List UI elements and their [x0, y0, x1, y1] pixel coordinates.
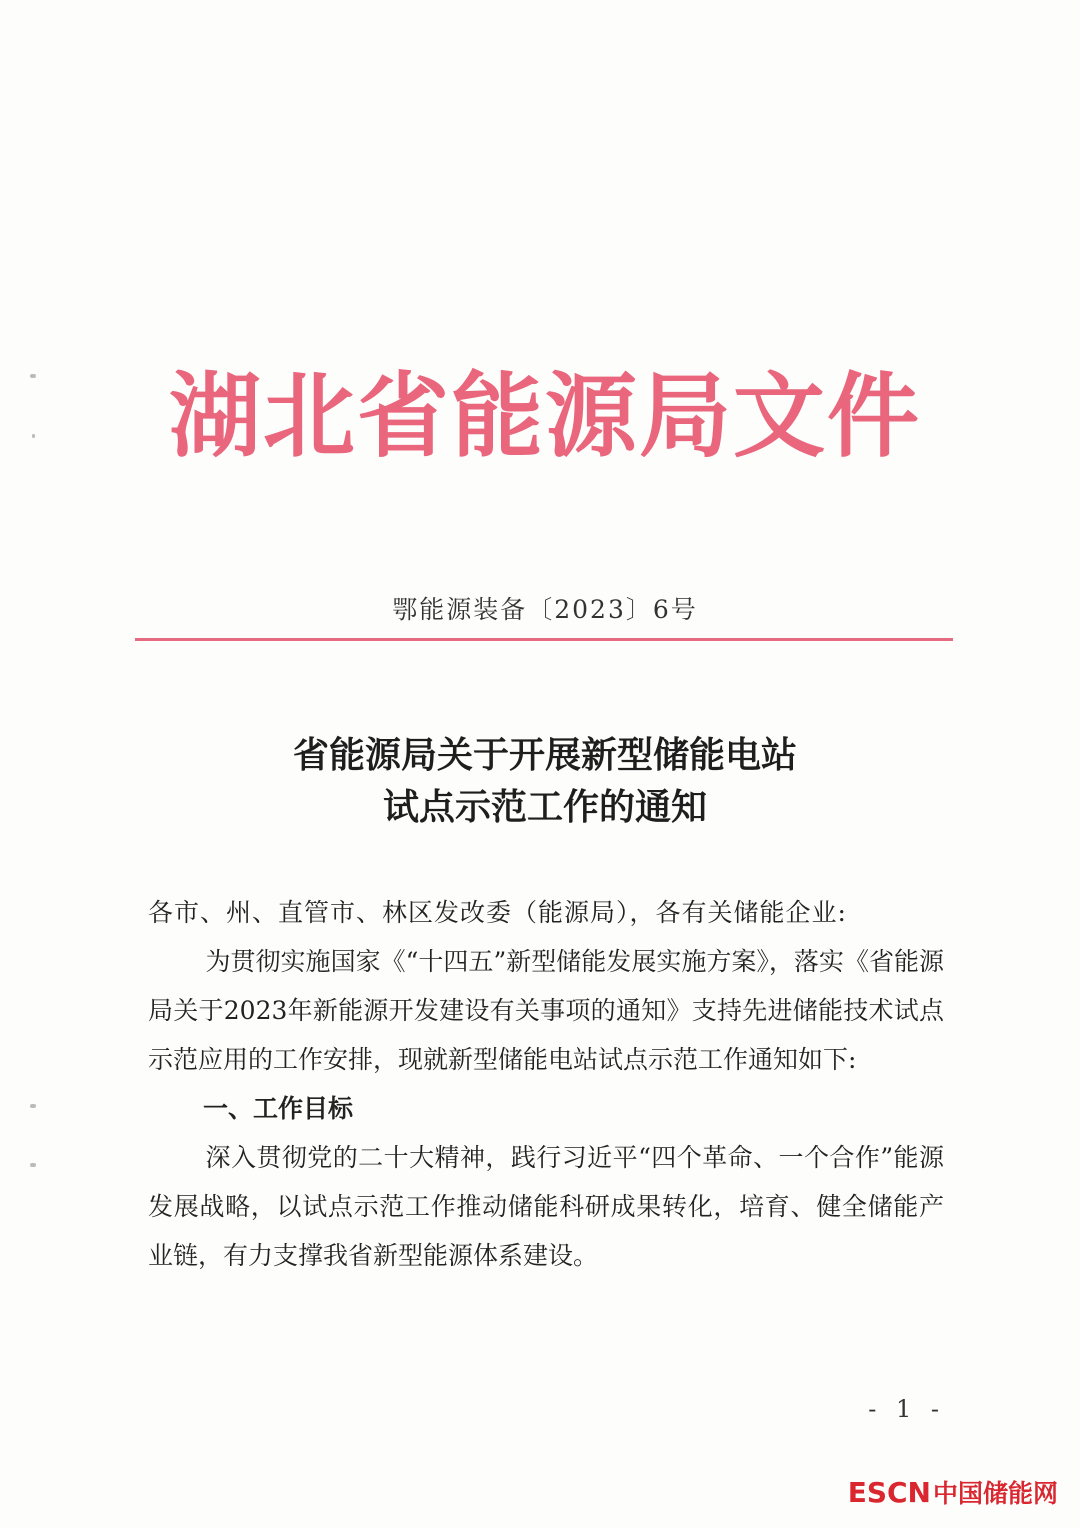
paragraph-intro: 为贯彻实施国家《“十四五”新型储能发展实施方案》，落实《省能源局关于2023年新能源开发建设有关事项的通知》支持先进储能技术试点示范应用的工作安排，现就新型储能电站试点示范工作通知如下:: [148, 947, 944, 1074]
page-number: - 1 -: [868, 1395, 945, 1423]
scan-speck: [32, 434, 35, 438]
section-heading-1: 一、工作目标: [203, 1094, 354, 1123]
issuer-header: 湖北省能源局文件: [168, 363, 921, 470]
document-body: [148, 888, 944, 1280]
escn-watermark-logo: [848, 1474, 1058, 1510]
title-line-1: 省能源局关于开展新型储能电站: [292, 735, 797, 776]
scan-speck: [30, 1104, 36, 1108]
scan-speck: [30, 374, 36, 378]
red-separator-line: [135, 638, 953, 641]
title-line-2: 试点示范工作的通知: [382, 787, 707, 828]
document-number: 鄂能源装备〔2023〕6号: [392, 595, 698, 624]
watermark-chinese: 中国储能网: [932, 1479, 1058, 1508]
watermark-latin: ESCN: [847, 1476, 931, 1509]
document-title: [150, 730, 940, 834]
paragraph-goals: 深入贯彻党的二十大精神，践行习近平“四个革命、一个合作”能源发展战略，以试点示范工作推动储能科研成果转化，培育、健全储能产业链，有力支撑我省新型能源体系建设。: [148, 1143, 944, 1270]
scan-speck: [30, 1163, 36, 1167]
salutation: 各市、州、直管市、林区发改委（能源局），各有关储能企业:: [148, 898, 847, 927]
